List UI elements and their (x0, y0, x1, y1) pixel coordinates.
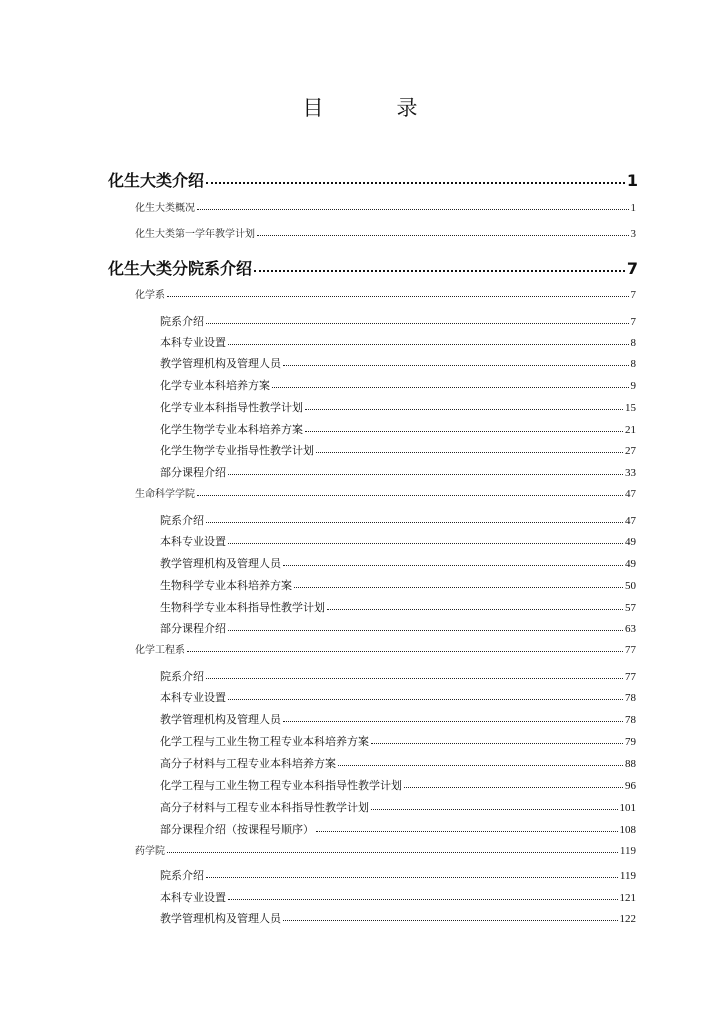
toc-leader-dots (254, 258, 625, 274)
toc-leader-dots (283, 712, 623, 723)
toc-entry-label: 化学工程与工业生物工程专业本科培养方案 (160, 735, 369, 748)
toc-entry-label: 院系介绍 (160, 315, 204, 328)
toc-page-number: 8 (630, 358, 636, 370)
toc-entry-label: 生命科学学院 (135, 489, 195, 500)
toc-entry-level-3[interactable] (160, 464, 636, 480)
toc-page-number: 7 (630, 289, 636, 301)
toc-page-number: 96 (625, 780, 636, 792)
toc-entry-label: 化学生物学专业本科培养方案 (160, 423, 303, 436)
toc-entry-level-3[interactable] (160, 599, 636, 615)
toc-entry-level-3[interactable] (160, 689, 636, 705)
toc-entry-label: 院系介绍 (160, 670, 204, 683)
toc-entry-level-3[interactable] (160, 334, 636, 350)
toc-entry-label: 化生大类分院系介绍 (108, 259, 253, 278)
toc-page-number: 47 (625, 488, 636, 500)
toc-entry-label: 部分课程介绍（按课程号顺序） (160, 823, 314, 836)
toc-entry-level-1[interactable] (108, 168, 638, 191)
toc-entry-level-3[interactable] (160, 512, 636, 528)
toc-entry-label: 化生大类概况 (135, 203, 195, 214)
toc-entry-level-3[interactable] (160, 620, 636, 636)
toc-leader-dots (404, 778, 623, 789)
toc-leader-dots (272, 378, 629, 389)
toc-page-number: 101 (619, 802, 636, 814)
toc-leader-dots (338, 756, 623, 767)
toc-entry-label: 本科专业设置 (160, 535, 226, 548)
toc-page-number: 122 (619, 913, 636, 925)
toc-entry-level-2[interactable] (135, 485, 636, 500)
toc-page-number: 49 (625, 558, 636, 570)
toc-entry-label: 生物科学专业本科指导性教学计划 (160, 601, 325, 614)
toc-entry-label: 药学院 (135, 846, 165, 857)
toc-leader-dots (197, 487, 623, 497)
toc-leader-dots (206, 314, 629, 325)
toc-page-number: 77 (625, 671, 636, 683)
toc-leader-dots (187, 643, 623, 653)
toc-page-number: 21 (625, 424, 636, 436)
toc-entry-level-3[interactable] (160, 577, 636, 593)
toc-entry-level-3[interactable] (160, 711, 636, 727)
toc-page-number: 49 (625, 536, 636, 548)
toc-leader-dots (371, 800, 618, 811)
toc-entry-label: 教学管理机构及管理人员 (160, 713, 281, 726)
toc-page-number: 78 (625, 714, 636, 726)
toc-leader-dots (228, 621, 623, 632)
toc-page-number: 47 (625, 515, 636, 527)
toc-leader-dots (371, 734, 623, 745)
toc-leader-dots (283, 911, 618, 922)
toc-page-number: 1 (630, 202, 636, 214)
toc-page-number: 63 (625, 623, 636, 635)
toc-entry-level-3[interactable] (160, 442, 636, 458)
toc-entry-label: 化学专业本科培养方案 (160, 379, 270, 392)
toc-page-number: 121 (619, 892, 636, 904)
toc-leader-dots (305, 422, 623, 433)
toc-page-number: 77 (625, 644, 636, 656)
toc-entry-level-2[interactable] (135, 225, 636, 240)
toc-page-number: 9 (630, 380, 636, 392)
toc-page-number: 8 (630, 337, 636, 349)
toc-page-number: 57 (625, 602, 636, 614)
toc-entry-level-3[interactable] (160, 399, 636, 415)
toc-leader-dots (316, 822, 618, 833)
toc-entry-label: 部分课程介绍 (160, 466, 226, 479)
toc-entry-label: 院系介绍 (160, 869, 204, 882)
toc-leader-dots (206, 170, 625, 186)
toc-entry-label: 本科专业设置 (160, 891, 226, 904)
toc-entry-level-2[interactable] (135, 286, 636, 301)
toc-leader-dots (305, 400, 623, 411)
toc-entry-label: 化学专业本科指导性教学计划 (160, 401, 303, 414)
toc-entry-level-3[interactable] (160, 733, 636, 749)
toc-entry-label: 教学管理机构及管理人员 (160, 357, 281, 370)
toc-page-number: 50 (625, 580, 636, 592)
toc-page-number: 108 (619, 824, 636, 836)
toc-entry-level-3[interactable] (160, 910, 636, 926)
toc-entry-label: 教学管理机构及管理人员 (160, 912, 281, 925)
toc-entry-label: 教学管理机构及管理人员 (160, 557, 281, 570)
toc-leader-dots (206, 513, 623, 524)
toc-leader-dots (206, 669, 623, 680)
toc-leader-dots (206, 868, 618, 879)
toc-entry-level-3[interactable] (160, 777, 636, 793)
toc-entry-label: 本科专业设置 (160, 336, 226, 349)
toc-page-number: 15 (625, 402, 636, 414)
toc-page-number: 119 (619, 845, 636, 857)
toc-leader-dots (228, 465, 623, 476)
toc-entry-label: 化生大类介绍 (108, 171, 205, 190)
toc-leader-dots (283, 556, 623, 567)
toc-entry-level-3[interactable] (160, 821, 636, 837)
toc-entry-label: 高分子材料与工程专业本科指导性教学计划 (160, 801, 369, 814)
toc-leader-dots (327, 600, 623, 611)
toc-entry-label: 本科专业设置 (160, 691, 226, 704)
toc-leader-dots (316, 443, 623, 454)
toc-entry-level-3[interactable] (160, 377, 636, 393)
toc-leader-dots (294, 578, 623, 589)
toc-entry-level-2[interactable] (135, 641, 636, 656)
toc-entry-label: 院系介绍 (160, 514, 204, 527)
toc-entry-level-1[interactable] (108, 256, 638, 279)
toc-page-number: 119 (619, 870, 636, 882)
toc-page-number: 27 (625, 445, 636, 457)
toc-entry-level-3[interactable] (160, 555, 636, 571)
toc-entry-label: 生物科学专业本科培养方案 (160, 579, 292, 592)
page-title: 目 录 (302, 96, 444, 120)
toc-entry-label: 部分课程介绍 (160, 622, 226, 635)
toc-leader-dots (228, 335, 629, 346)
toc-entry-label: 化学工程系 (135, 645, 185, 656)
toc-entry-level-3[interactable] (160, 867, 636, 883)
toc-page-number: 88 (625, 758, 636, 770)
toc-entry-label: 化学系 (135, 290, 165, 301)
toc-entry-label: 化生大类第一学年教学计划 (135, 229, 255, 240)
toc-page-number: 7 (630, 316, 636, 328)
toc-entry-level-3[interactable] (160, 421, 636, 437)
toc-entry-level-3[interactable] (160, 668, 636, 684)
toc-entry-label: 化学生物学专业指导性教学计划 (160, 444, 314, 457)
toc-leader-dots (228, 534, 623, 545)
toc-entry-level-3[interactable] (160, 799, 636, 815)
toc-entry-level-2[interactable] (135, 199, 636, 214)
toc-leader-dots (228, 690, 623, 701)
toc-page-number: 79 (625, 736, 636, 748)
toc-entry-label: 化学工程与工业生物工程专业本科指导性教学计划 (160, 779, 402, 792)
toc-leader-dots (283, 356, 629, 367)
toc-entry-label: 高分子材料与工程专业本科培养方案 (160, 757, 336, 770)
toc-entry-level-3[interactable] (160, 313, 636, 329)
toc-leader-dots (167, 844, 618, 854)
toc-leader-dots (167, 288, 629, 298)
toc-page-number: 33 (625, 467, 636, 479)
toc-page-number: 1 (626, 171, 638, 190)
toc-entry-level-3[interactable] (160, 889, 636, 905)
toc-leader-dots (228, 890, 618, 901)
toc-page-number: 3 (630, 228, 636, 240)
toc-leader-dots (257, 227, 629, 237)
toc-entry-level-2[interactable] (135, 842, 636, 857)
toc-page-number: 78 (625, 692, 636, 704)
toc-entry-level-3[interactable] (160, 755, 636, 771)
toc-entry-level-3[interactable] (160, 355, 636, 371)
toc-page-number: 7 (626, 259, 638, 278)
toc-leader-dots (197, 201, 629, 211)
toc-entry-level-3[interactable] (160, 533, 636, 549)
